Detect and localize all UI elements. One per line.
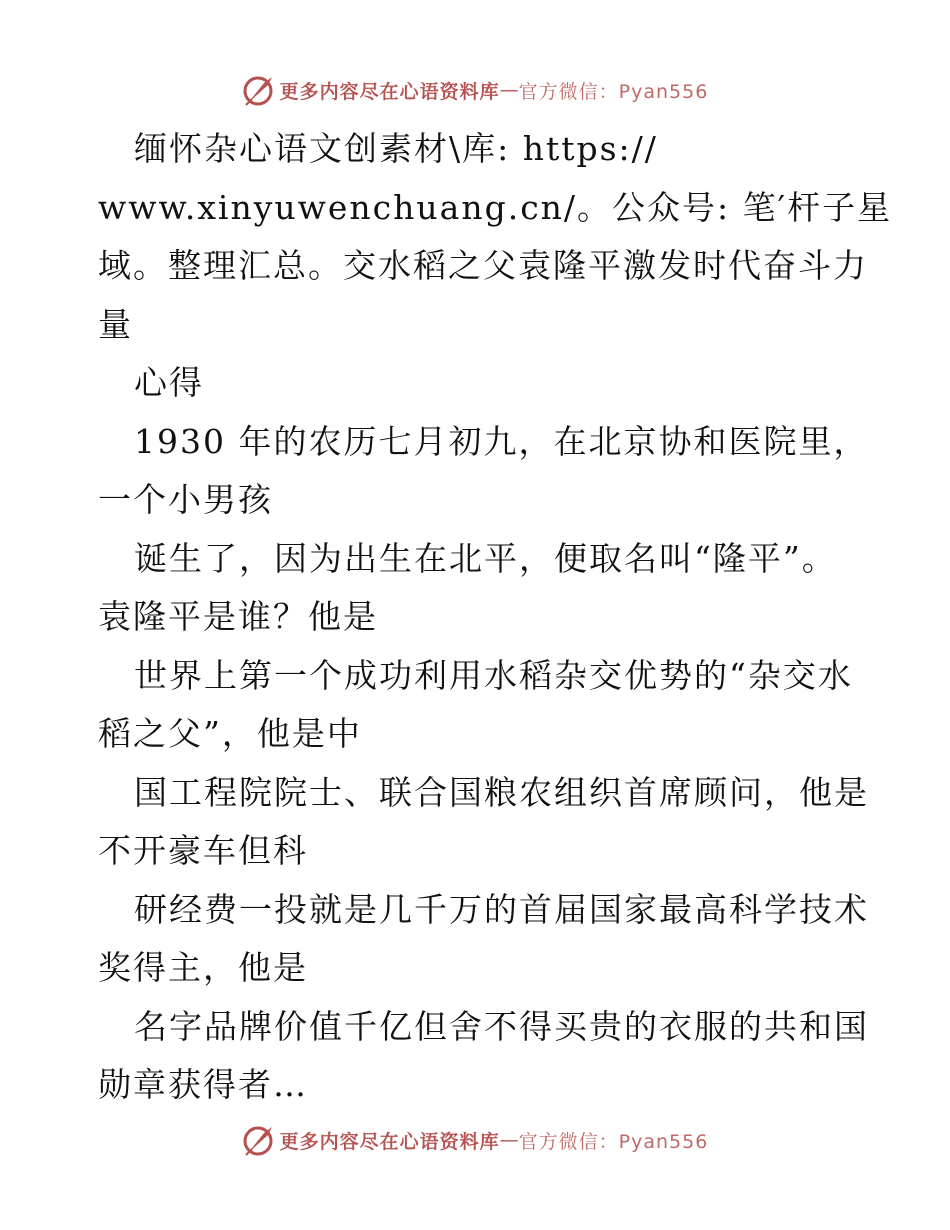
body-line: 诞生了，因为出生在北平，便取名叫“隆平”。 (134, 538, 837, 578)
body-line: 域。整理汇总。交水稻之父袁隆平激发时代奋斗力 (98, 246, 868, 285)
body-line: 奖得主，他是 (98, 948, 308, 987)
body-line: 不开豪车但科 (98, 831, 308, 870)
quill-logo-icon (242, 1123, 276, 1157)
body-line: 勋章获得者… (98, 1065, 308, 1104)
body-line: www.xinyuwenchuang.cn/。公众号: 笔′杆子星 (98, 187, 893, 227)
footer-watermark (0, 1120, 950, 1160)
body-line: 心得 (134, 363, 204, 402)
body-line: 研经费一投就是几千万的首届国家最高科学技术 (134, 889, 869, 929)
watermark-brand: 更多内容尽在心语资料库 (279, 80, 500, 103)
body-line: 袁隆平是谁？他是 (98, 597, 378, 636)
watermark-brand: 更多内容尽在心语资料库 (279, 1130, 500, 1153)
body-line: 缅怀杂心语文创素材\库: https:// (134, 129, 658, 168)
watermark-contact: 官方微信：Pyan556 (518, 1130, 709, 1153)
body-line: 1930 年的农历七月初九，在北京协和医院里， (134, 421, 869, 461)
body-line: 世界上第一个成功利用水稻杂交优势的“杂交水 (134, 655, 853, 695)
watermark-separator: — (499, 79, 519, 101)
watermark-separator: — (499, 1129, 519, 1151)
document-body (98, 120, 893, 1115)
body-line: 名字品牌价值千亿但舍不得买贵的衣服的共和国 (134, 1006, 869, 1046)
body-line: 量 (98, 304, 133, 344)
watermark-contact: 官方微信：Pyan556 (518, 80, 709, 103)
body-line: 国工程院院士、联合国粮农组织首席顾问，他是 (134, 772, 869, 812)
header-watermark (0, 70, 950, 110)
quill-logo-icon (242, 73, 276, 107)
body-line: 稻之父”，他是中 (98, 714, 362, 753)
body-line: 一个小男孩 (98, 480, 273, 519)
